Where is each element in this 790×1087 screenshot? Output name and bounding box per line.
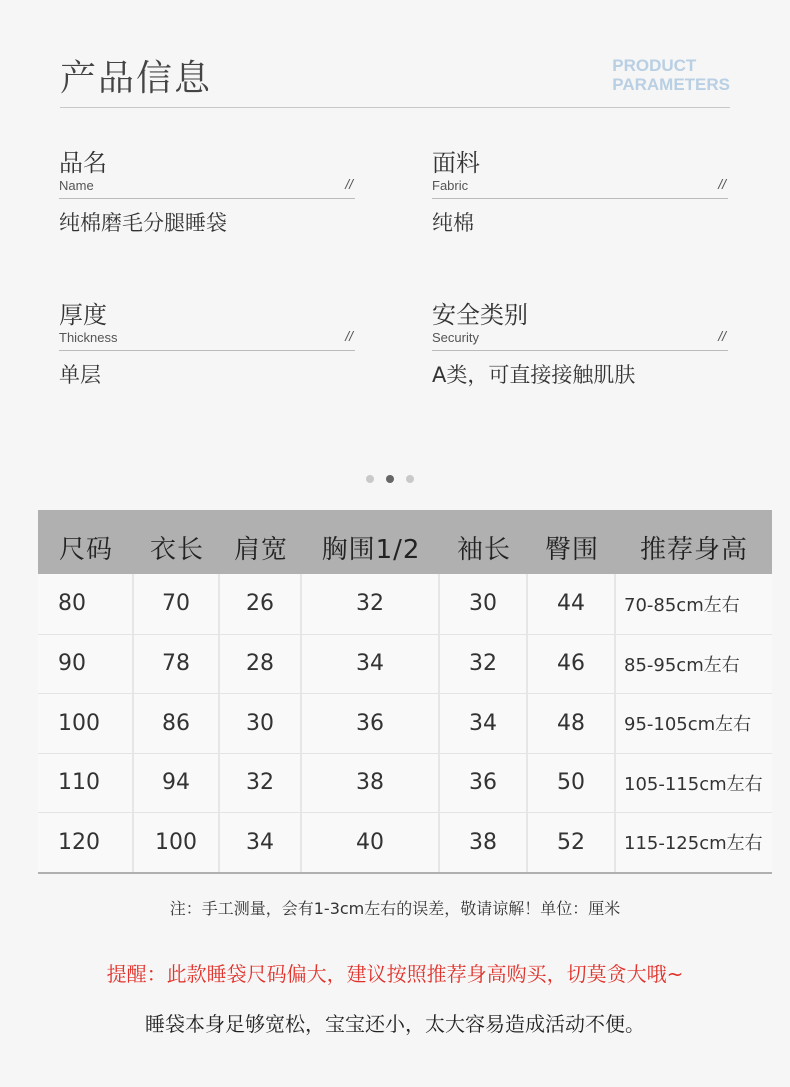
header-length: 衣长 bbox=[149, 535, 204, 565]
header-size: 尺码 bbox=[58, 535, 113, 565]
header-shoulder: 肩宽 bbox=[233, 535, 288, 565]
table-row bbox=[38, 634, 772, 694]
header-height: 推荐身高 bbox=[639, 535, 748, 565]
param-divider bbox=[432, 198, 728, 199]
measurement-note: 注：手工测量，会有1-3cm左右的误差，敬请谅解！单位：厘米 bbox=[169, 899, 621, 918]
table-row bbox=[38, 574, 772, 634]
table-cell: 36 bbox=[440, 754, 528, 813]
param-label: 面料 bbox=[432, 149, 480, 177]
size-reminder: 提醒：此款睡袋尺码偏大，建议按照推荐身高购买，切莫贪大哦~ bbox=[106, 962, 684, 986]
table-cell: 50 bbox=[528, 754, 616, 813]
table-cell: 48 bbox=[528, 694, 616, 753]
param-slash: // bbox=[718, 328, 726, 344]
table-cell: 70-85cm左右 bbox=[624, 594, 740, 616]
size-table-header bbox=[38, 510, 772, 574]
header-sleeve: 袖长 bbox=[456, 535, 511, 565]
table-cell: 115-125cm左右 bbox=[624, 833, 763, 855]
param-security bbox=[432, 300, 728, 389]
param-divider bbox=[432, 350, 728, 351]
param-sublabel: Thickness bbox=[59, 330, 118, 345]
table-row bbox=[38, 693, 772, 753]
table-cell: 40 bbox=[302, 813, 440, 872]
table-cell: 30 bbox=[220, 694, 302, 753]
section-title-en-line1: PRODUCT bbox=[612, 56, 697, 75]
param-fabric bbox=[432, 148, 728, 237]
param-value: 单层 bbox=[59, 363, 101, 387]
table-cell: 86 bbox=[134, 694, 220, 753]
header-chest: 胸围1/2 bbox=[321, 535, 421, 565]
table-cell: 110 bbox=[38, 754, 134, 813]
table-cell: 28 bbox=[220, 635, 302, 694]
param-name bbox=[59, 148, 355, 237]
table-cell: 46 bbox=[528, 635, 616, 694]
table-cell: 44 bbox=[528, 574, 616, 634]
section-title-en bbox=[612, 56, 730, 94]
table-cell: 105-115cm左右 bbox=[624, 773, 763, 795]
table-cell: 34 bbox=[220, 813, 302, 872]
table-cell: 78 bbox=[134, 635, 220, 694]
param-slash: // bbox=[345, 176, 353, 192]
table-cell: 94 bbox=[134, 754, 220, 813]
table-cell: 34 bbox=[440, 694, 528, 753]
header-hip: 臀围 bbox=[544, 535, 599, 565]
table-cell: 32 bbox=[440, 635, 528, 694]
carousel-dot[interactable] bbox=[406, 475, 414, 483]
table-cell: 95-105cm左右 bbox=[624, 714, 752, 736]
table-cell: 38 bbox=[302, 754, 440, 813]
table-cell: 32 bbox=[302, 574, 440, 634]
carousel-dot[interactable] bbox=[366, 475, 374, 483]
table-cell: 26 bbox=[220, 574, 302, 634]
size-reminder-detail: 睡袋本身足够宽松，宝宝还小，太大容易造成活动不便。 bbox=[145, 1012, 645, 1036]
section-header bbox=[60, 50, 730, 108]
table-cell: 52 bbox=[528, 813, 616, 872]
carousel-dots bbox=[366, 475, 416, 485]
section-title-en-line2: PARAMETERS bbox=[612, 75, 730, 94]
param-slash: // bbox=[718, 176, 726, 192]
table-cell: 100 bbox=[134, 813, 220, 872]
table-cell: 32 bbox=[220, 754, 302, 813]
param-label: 品名 bbox=[59, 149, 107, 177]
table-cell: 100 bbox=[38, 694, 134, 753]
param-value: 纯棉 bbox=[432, 211, 474, 235]
table-cell: 38 bbox=[440, 813, 528, 872]
table-row bbox=[38, 753, 772, 813]
param-label: 安全类别 bbox=[432, 301, 528, 329]
param-sublabel: Security bbox=[432, 330, 479, 345]
param-sublabel: Fabric bbox=[432, 178, 469, 193]
carousel-dot-active[interactable] bbox=[386, 475, 394, 483]
table-cell: 30 bbox=[440, 574, 528, 634]
size-table-body bbox=[38, 574, 772, 874]
param-thickness bbox=[59, 300, 355, 389]
param-value: 纯棉磨毛分腿睡袋 bbox=[59, 211, 227, 235]
param-label: 厚度 bbox=[59, 301, 107, 329]
table-cell: 80 bbox=[38, 574, 134, 634]
table-cell: 120 bbox=[38, 813, 134, 872]
table-cell: 34 bbox=[302, 635, 440, 694]
table-cell: 90 bbox=[38, 635, 134, 694]
param-divider bbox=[59, 350, 355, 351]
param-divider bbox=[59, 198, 355, 199]
param-value: A类，可直接接触肌肤 bbox=[432, 363, 636, 387]
table-cell: 70 bbox=[134, 574, 220, 634]
table-cell: 85-95cm左右 bbox=[624, 654, 740, 676]
param-slash: // bbox=[345, 328, 353, 344]
param-sublabel: Name bbox=[59, 178, 94, 193]
table-cell: 36 bbox=[302, 694, 440, 753]
table-row bbox=[38, 812, 772, 872]
size-table bbox=[38, 510, 772, 874]
section-title: 产品信息 bbox=[60, 58, 213, 99]
